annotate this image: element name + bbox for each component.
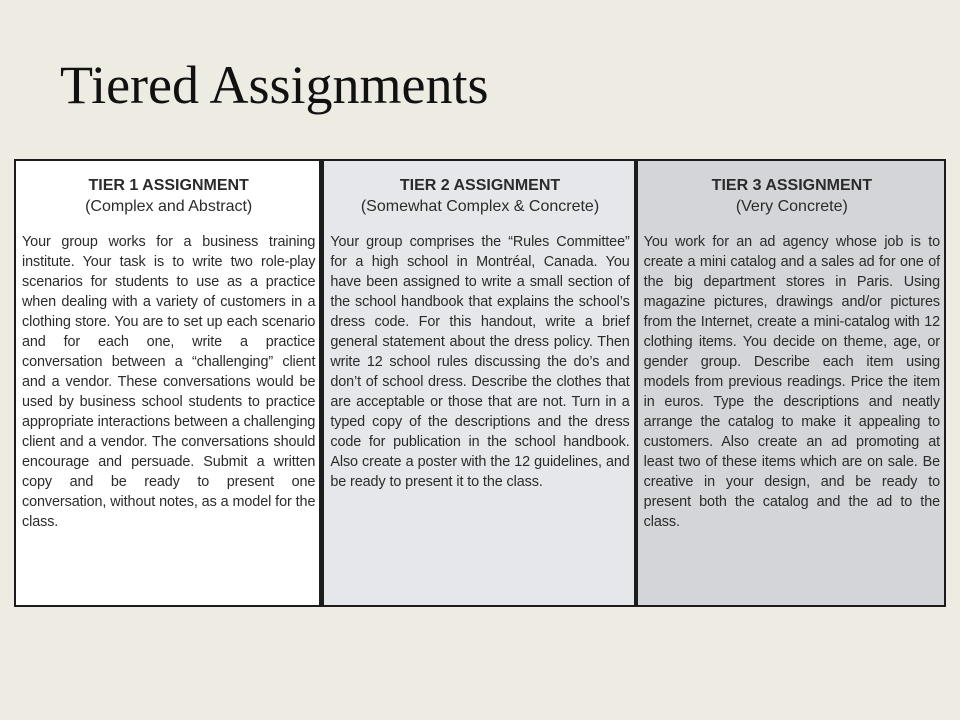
tier-1-column (16, 161, 319, 605)
tier-3-column (638, 161, 944, 605)
slide-title: Tiered Assignments (60, 55, 489, 115)
tier-2-description: Your group comprises the “Rules Committee” for a high school in Montréal, Canada. You have been assigned to write a small section of the school handbook that explains the school’s dress code. For this handout, write a brief general statement about the dress policy. Then write 12 school rules discussing the do’s and don’t of school dress. Describe the clothes that are acceptable or those that are not. Turn in a typed copy of the descriptions and the dress code for publication in the school handbook. Also create a poster with the 12 guidelines, and be ready to present it to the class. (330, 234, 630, 490)
tier-2-column (324, 161, 633, 605)
tier-1-subheading: (Complex and Abstract) (85, 198, 253, 215)
tier-2-heading: TIER 2 ASSIGNMENT (399, 177, 561, 194)
tier-3-subheading: (Very Concrete) (735, 198, 848, 215)
tier-2-subheading: (Somewhat Complex & Concrete) (360, 198, 600, 215)
tiers-table (14, 159, 946, 607)
tier-3-heading: TIER 3 ASSIGNMENT (711, 177, 872, 194)
tier-1-description: Your group works for a business training institute. Your task is to write two role-play scenarios for students to use as a practice when dealing with a variety of customers in a clothing store. You are to set up each scenario and for each one, write a practice conversation between a “challenging” client and a vendor. These conversations would be used by business school students to practice appropriate interactions between a challenging client and a vendor. The conversations should encourage and persuade. Submit a written copy and be ready to present one conversation, without notes, as a model for the class. (22, 234, 316, 530)
tier-3-description: You work for an ad agency whose job is to create a mini catalog and a sales ad for one of the big department stores in Paris. Using magazine pictures, drawings and/or pictures from the Internet, create a mini-catalog with 12 clothing items. You decide on theme, age, or gender group. Describe each item using models from previous readings. Price the item in euros. Type the descriptions and neatly arrange the catalog to make it appealing to customers. Also create an ad promoting at least two of these items which are on sale. Be creative in your design, and be ready to present both the catalog and the ad to the class. (643, 234, 940, 530)
tier-1-heading: TIER 1 ASSIGNMENT (88, 177, 249, 194)
